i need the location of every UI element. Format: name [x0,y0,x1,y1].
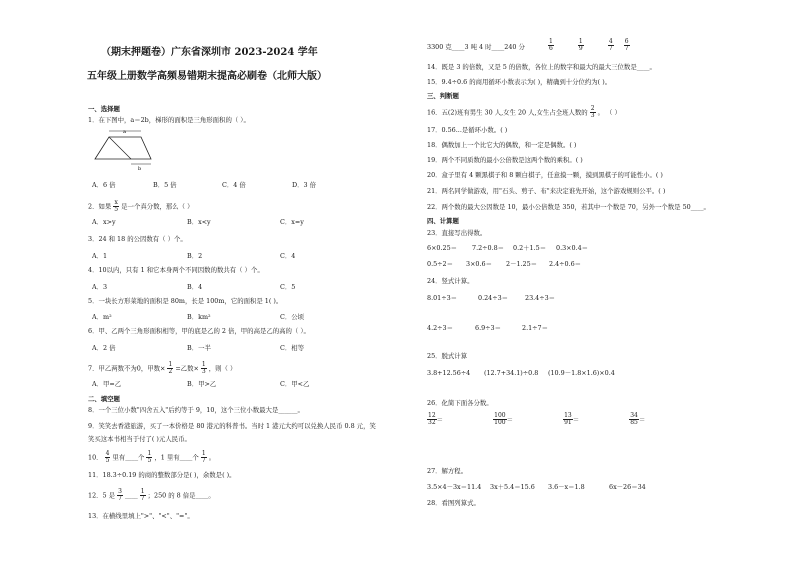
q16-text-a: 16．五(2)班有男生 30 人,女生 20 人,女生占全班人数的 [427,108,588,117]
question-15: 15．9.4÷0.6 的商用循环小数表示为( )，精确到十分位约为( )。 [427,78,612,86]
question-9-line-1: 9．笑笑去香港旅游，买了一本价格是 80 港元的科普书。当时 1 港元大约可以兑换人民币 0.8 元，笑 [88,422,376,430]
q7-f1-den: 2 [168,368,173,375]
section-calculation: 四、计算题 [427,217,459,225]
q23-r1-c2: 7.2÷0.8＝ [472,244,505,252]
question-21: 21．两名同学做游戏，用"石头、剪子、布"来决定谁先开始，这个游戏规则公平。( ) [427,187,666,195]
q26-f2-num: 100 [494,412,506,419]
q23-r2-c4: 2.4÷0.6＝ [549,260,582,268]
question-3: 3．24 和 18 的公因数有（ ）个。 [88,235,187,243]
question-28: 28．看图列算式。 [427,499,480,507]
question-11: 11．18.3÷0.19 的商的整数部分是( )，余数是( )。 [88,471,236,479]
q13-comparisons [427,43,525,51]
q4-option-a: A．3 [92,283,108,291]
q12-fraction-2 [140,489,146,502]
q12-f2-num: 1 [140,488,145,495]
q26-f3-num: 13 [564,412,572,419]
q13-fraction-4 [624,39,630,52]
q10-fraction-1 [105,451,111,464]
q24-r1-c1: 8.01÷3＝ [427,294,458,302]
q24-r2-c2: 6.9÷3＝ [475,324,501,332]
q13-f3-num: 4 [608,38,613,45]
q10-f3-den: 7 [201,457,206,464]
section-true-false: 三、判断题 [427,92,459,100]
q3-option-c: C．4 [280,252,296,260]
q7-text-a: 7．甲乙两数不为0，甲数× [88,364,166,373]
q12-f1-num: 3 [118,488,122,495]
q10-f2-den: 5 [147,457,152,464]
q25-c2: (12.7+34.1)÷0.8 [484,369,539,377]
section-multiple-choice: 一、选择题 [88,105,120,113]
q23-r2-c3: 2－1.25＝ [506,260,538,268]
q12-text-b: ____ [124,491,140,500]
q1-option-c: C．4 倍 [222,181,246,189]
question-12 [88,489,215,502]
q1-option-b: B．5 倍 [153,181,177,189]
q26-f4-den: 85 [630,419,638,426]
q23-r1-c3: 0.2＋1.5＝ [513,244,547,252]
q26-fraction-3 [563,413,573,426]
q7-fraction-1 [167,362,173,375]
q2-option-c: C．x=y [280,218,304,226]
q16-fraction [590,106,596,119]
q2-option-a: A．x>y [92,218,116,226]
q16-num: 2 [590,105,595,112]
q13-text: 3300 克____3 吨 4 时____240 分 [427,43,525,51]
question-1: 1．在下图中，a＝2b，梯形的面积是三角形面积的（ ）。 [88,116,250,124]
q6-option-a: A．2 倍 [92,344,116,352]
q27-c1: 3.5×4－3x＝11.4 [427,483,482,491]
q12-fraction-1 [117,489,123,502]
q6-option-b: B．一半 [187,344,211,352]
q13-fractions [548,39,630,52]
q3-option-b: B．2 [187,252,203,260]
q7-option-c: C．甲<乙 [280,380,310,388]
q23-r1-c4: 0.3×0.4＝ [556,244,589,252]
q24-r1-c3: 23.4÷3＝ [525,294,556,302]
q7-text-b: =乙数× [175,364,199,373]
q13-f4-num: 6 [624,38,629,45]
question-20: 20．盒子里有 4 颗黑棋子和 8 颗白棋子，任意摸一颗，摸到黑棋子的可能性小。( ) [427,171,663,179]
question-22: 22．两个数的最大公因数是 10，最小公倍数是 350，若其中一个数是 70，另外一个数是 50____。 [427,203,710,211]
q27-c2: 3x＋5.4＝15.6 [490,483,535,491]
question-9-line-2: 笑买这本书相当于付了( )元人民币。 [88,435,191,443]
q24-r2-c1: 4.2÷3＝ [427,324,453,332]
question-24: 24．竖式计算。 [427,277,474,285]
q13-f4-den: 7 [624,45,629,52]
question-26: 26．化简下面各分数。 [427,399,493,407]
q27-c3: 3.6－x＝1.8 [548,483,585,491]
q13-fraction-1 [548,39,554,52]
q25-c3: (10.9－1.8×1.6)×0.4 [548,369,615,377]
question-25: 25．脱式计算 [427,352,468,360]
q24-r1-c2: 0.24÷3＝ [478,294,509,302]
title-line-1: （期末押题卷）广东省深圳市 2023-2024 学年 [101,47,318,58]
question-2 [88,200,194,213]
q2-text-b: 是一个真分数，那么（ ） [121,202,194,211]
trapezoid-figure [93,127,155,171]
q4-option-c: C．5 [280,283,296,291]
q26-f1-den: 32 [428,419,436,426]
q13-fraction-2 [578,39,584,52]
q7-option-a: A．甲=乙 [92,380,122,388]
q3-option-a: A．1 [92,252,108,260]
question-13: 13．在横线里填上">"、"<"、"="。 [88,512,194,520]
diagonal-line [109,137,131,159]
q10-f1-den: 5 [105,457,110,464]
q2-den: 5 [114,206,119,213]
q4-option-b: B．4 [187,283,203,291]
q16-text-b: 。 （ ） [597,108,621,117]
q2-fraction [113,200,119,213]
q13-f2-den: 9 [578,45,583,52]
question-7 [88,362,236,375]
question-23: 23．直接写出得数。 [427,229,487,237]
q10-text-a: 10． [88,453,103,462]
q7-option-b: B．甲>乙 [187,380,217,388]
q10-text-d: 。 [208,453,216,462]
q10-fraction-3 [201,451,207,464]
question-18: 18．偶数加上一个比它大的偶数，和一定是偶数。( ) [427,141,577,149]
q13-f1-num: 1 [549,38,553,45]
question-14: 14．既是 3 的倍数，又是 5 的倍数，各位上的数字和最大的最大三位数是____。 [427,63,656,71]
question-16 [427,106,621,119]
q10-text-b: 里有____个 [112,453,145,462]
q26-f3-den: 91 [564,419,572,426]
q23-r2-c1: 0.5÷2＝ [427,260,453,268]
question-10 [88,451,215,464]
section-fill-in: 二、填空题 [88,395,120,403]
q10-fraction-2 [146,451,152,464]
q26-f4-num: 34 [630,412,638,419]
q26-fraction-4 [629,413,639,426]
question-4: 4．10以内，只有 1 和它本身两个不同因数的数共有（ ）个。 [88,266,264,274]
q23-r1-c1: 6×0.25＝ [427,244,458,252]
q27-c4: 6x－26＝34 [609,483,646,491]
q7-f1-num: 1 [168,361,173,368]
q5-option-a: A．m² [92,313,112,321]
question-5: 5．一块长方形菜地的面积是 80m，长是 100m，它的面积是 1( )。 [88,297,283,305]
trapezoid-shape [95,137,151,159]
q7-f2-num: 1 [201,361,206,368]
q1-option-a: A．6 倍 [92,181,116,189]
q13-f3-den: 7 [608,45,613,52]
q2-text-a: 2．如果 [88,202,112,211]
q1-option-d: D．3 倍 [292,181,317,189]
question-17: 17．0.56...是循环小数。( ) [427,126,508,134]
q12-f1-den: 7 [118,495,122,502]
q7-fraction-2 [201,362,207,375]
q7-f2-den: 3 [201,368,206,375]
q26-f1-num: 12 [428,412,436,419]
q26-fractions: $\frac{12}{32}$ ＝ $\frac{100}{100}$ ＝ $\frac{13}{91}$ ＝ $\frac{34}{85}$ ＝ [428,412,646,426]
q16-den: 3 [590,112,595,119]
question-27: 27．解方程。 [427,467,468,475]
q24-r2-c3: 2.1÷7＝ [522,324,548,332]
q10-f1-num: 4 [105,450,110,457]
q6-option-c: C．相等 [280,344,305,352]
q12-text-c: ；250 的 8 倍是____。 [147,491,215,500]
q13-f2-num: 1 [578,38,583,45]
q7-text-c: ，则（ ） [208,364,237,373]
q26-f2-den: 100 [494,419,506,426]
q5-option-c: C．公顷 [280,313,305,321]
q23-r2-c2: 3×0.6＝ [466,260,492,268]
q26-fraction-2 [493,413,506,426]
q26-fraction-1 [427,413,437,426]
question-8: 8．一个三位小数"四舍五入"后约等于 9，10，这个三位小数最大是______。 [88,406,304,414]
q12-text-a: 12．5 是 [88,491,116,500]
q13-fraction-3 [608,39,614,52]
q25-c1: 3.8+12.56÷4 [427,369,471,377]
title-line-2: 五年级上册数学高频易错期末提高必刷卷（北师大版） [87,71,327,82]
q2-num: x [114,199,118,206]
q5-option-b: B．km² [187,313,211,321]
label-a: a [123,129,126,135]
q2-option-b: B．x<y [187,218,211,226]
label-b: b [138,166,142,171]
q12-f2-den: 7 [140,495,145,502]
q10-f3-num: 1 [201,450,206,457]
q13-f1-den: 6 [549,45,553,52]
q10-text-c: ，1 里有____个 [154,453,199,462]
question-19: 19．两个不同质数的最小公倍数是这两个数的乘积。( ) [427,156,583,164]
question-6: 6．甲、乙两个三角形面积相等，甲的底是乙的 2 倍，甲的高是乙的高的（ ）。 [88,327,310,335]
q10-f2-num: 1 [147,450,152,457]
